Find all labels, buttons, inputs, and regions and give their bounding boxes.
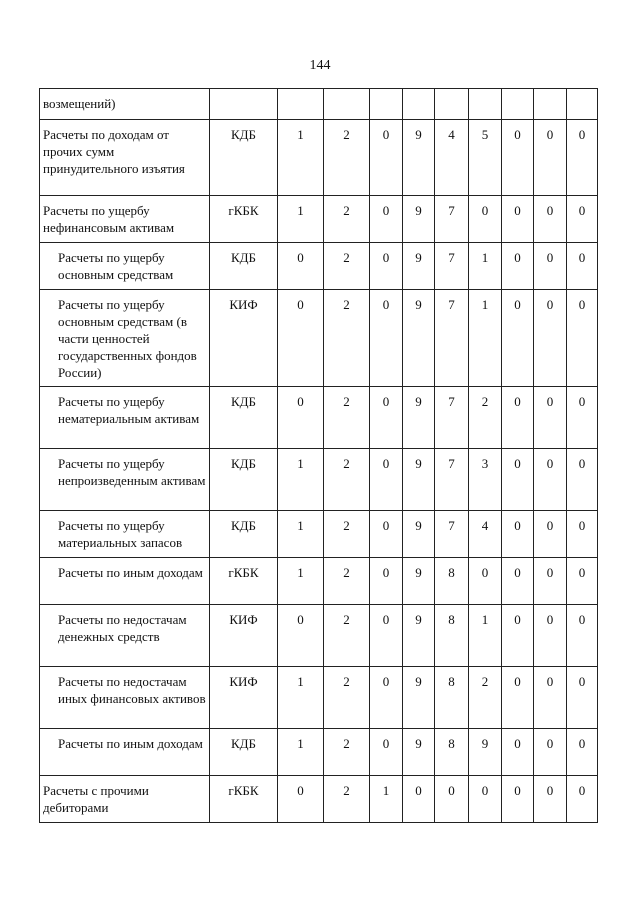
- account-digit-cell: 7: [435, 196, 469, 243]
- account-digit-cell: 0: [534, 243, 567, 290]
- table-row: [40, 558, 598, 605]
- table-row: [40, 776, 598, 823]
- account-digit-cell: 0: [370, 605, 403, 667]
- account-digit-cell: 2: [469, 667, 502, 729]
- account-digit-cell: 0: [469, 558, 502, 605]
- account-digit-cell: 0: [278, 387, 324, 449]
- account-digit-cell: 1: [278, 729, 324, 776]
- account-digit-cell: [534, 89, 567, 120]
- account-digit-cell: 1: [469, 243, 502, 290]
- account-digit-cell: 9: [403, 511, 435, 558]
- account-digit-cell: 9: [403, 290, 435, 387]
- account-digit-cell: 9: [469, 729, 502, 776]
- account-digit-cell: 0: [534, 667, 567, 729]
- account-digit-cell: 0: [567, 290, 598, 387]
- code-type-cell: КДБ: [210, 511, 278, 558]
- account-name-cell: Расчеты по ущербу непроизведенным активам: [40, 449, 210, 511]
- account-digit-cell: 8: [435, 729, 469, 776]
- account-digit-cell: 0: [567, 776, 598, 823]
- code-type-cell: КИФ: [210, 290, 278, 387]
- account-digit-cell: 9: [403, 667, 435, 729]
- account-name-cell: Расчеты по ущербу нематериальным активам: [40, 387, 210, 449]
- account-digit-cell: 9: [403, 558, 435, 605]
- account-digit-cell: 0: [370, 449, 403, 511]
- account-digit-cell: 7: [435, 290, 469, 387]
- account-digit-cell: 0: [278, 290, 324, 387]
- account-digit-cell: 0: [502, 196, 534, 243]
- account-digit-cell: [324, 89, 370, 120]
- account-digit-cell: 2: [469, 387, 502, 449]
- account-digit-cell: 9: [403, 605, 435, 667]
- account-digit-cell: 0: [534, 729, 567, 776]
- account-digit-cell: 0: [370, 196, 403, 243]
- code-type-cell: КИФ: [210, 605, 278, 667]
- account-digit-cell: [370, 89, 403, 120]
- account-digit-cell: 0: [502, 120, 534, 196]
- account-digit-cell: 0: [370, 729, 403, 776]
- account-digit-cell: 1: [278, 558, 324, 605]
- account-digit-cell: 2: [324, 387, 370, 449]
- code-type-cell: гКБК: [210, 558, 278, 605]
- account-digit-cell: 2: [324, 511, 370, 558]
- account-digit-cell: 0: [534, 558, 567, 605]
- account-digit-cell: 7: [435, 387, 469, 449]
- account-digit-cell: 2: [324, 605, 370, 667]
- account-digit-cell: 0: [278, 243, 324, 290]
- account-digit-cell: 0: [502, 387, 534, 449]
- account-digit-cell: [435, 89, 469, 120]
- account-digit-cell: 8: [435, 605, 469, 667]
- account-digit-cell: 1: [370, 776, 403, 823]
- account-digit-cell: 0: [403, 776, 435, 823]
- account-digit-cell: 0: [534, 290, 567, 387]
- code-type-cell: КДБ: [210, 387, 278, 449]
- account-name-cell: Расчеты по ущербу нефинансовым активам: [40, 196, 210, 243]
- account-digit-cell: 2: [324, 196, 370, 243]
- account-digit-cell: 0: [567, 667, 598, 729]
- account-digit-cell: 1: [278, 449, 324, 511]
- page-number: 144: [309, 58, 331, 73]
- account-digit-cell: 2: [324, 776, 370, 823]
- account-digit-cell: [502, 89, 534, 120]
- account-digit-cell: 0: [567, 511, 598, 558]
- account-digit-cell: 0: [502, 290, 534, 387]
- account-digit-cell: 0: [534, 776, 567, 823]
- account-digit-cell: 0: [567, 243, 598, 290]
- code-type-cell: КДБ: [210, 243, 278, 290]
- account-digit-cell: 0: [567, 729, 598, 776]
- accounts-table: [39, 88, 598, 823]
- account-digit-cell: 0: [370, 120, 403, 196]
- account-digit-cell: 9: [403, 387, 435, 449]
- table-row: [40, 120, 598, 196]
- account-digit-cell: 2: [324, 243, 370, 290]
- account-digit-cell: 2: [324, 120, 370, 196]
- account-digit-cell: 7: [435, 243, 469, 290]
- code-type-cell: КДБ: [210, 449, 278, 511]
- account-digit-cell: 5: [469, 120, 502, 196]
- table-row: [40, 290, 598, 387]
- account-digit-cell: 2: [324, 729, 370, 776]
- account-digit-cell: 0: [567, 558, 598, 605]
- account-digit-cell: 9: [403, 729, 435, 776]
- account-digit-cell: 0: [435, 776, 469, 823]
- account-digit-cell: 0: [502, 667, 534, 729]
- account-digit-cell: 3: [469, 449, 502, 511]
- table-row: [40, 605, 598, 667]
- account-digit-cell: 0: [370, 387, 403, 449]
- account-digit-cell: 1: [278, 667, 324, 729]
- account-digit-cell: 8: [435, 667, 469, 729]
- account-digit-cell: 2: [324, 667, 370, 729]
- account-digit-cell: 9: [403, 196, 435, 243]
- account-digit-cell: [278, 89, 324, 120]
- account-digit-cell: 9: [403, 449, 435, 511]
- account-digit-cell: 0: [567, 196, 598, 243]
- account-digit-cell: 1: [469, 290, 502, 387]
- account-digit-cell: 0: [534, 449, 567, 511]
- account-digit-cell: [567, 89, 598, 120]
- table-row: [40, 387, 598, 449]
- account-digit-cell: 9: [403, 243, 435, 290]
- account-digit-cell: 0: [534, 511, 567, 558]
- code-type-cell: КДБ: [210, 729, 278, 776]
- table-row: [40, 511, 598, 558]
- account-digit-cell: 0: [502, 729, 534, 776]
- code-type-cell: КИФ: [210, 667, 278, 729]
- account-digit-cell: 2: [324, 449, 370, 511]
- account-digit-cell: 1: [469, 605, 502, 667]
- account-digit-cell: 0: [469, 196, 502, 243]
- code-type-cell: гКБК: [210, 196, 278, 243]
- account-name-cell: Расчеты по ущербу основным средствам (в части ценностей государственных фондов России): [40, 290, 210, 387]
- account-digit-cell: 0: [567, 449, 598, 511]
- account-name-cell: Расчеты с прочими дебиторами: [40, 776, 210, 823]
- table-row: [40, 196, 598, 243]
- account-digit-cell: 0: [567, 120, 598, 196]
- account-name-cell: возмещений): [40, 89, 210, 120]
- account-digit-cell: 2: [324, 558, 370, 605]
- account-digit-cell: 0: [278, 776, 324, 823]
- account-digit-cell: 0: [567, 605, 598, 667]
- account-digit-cell: 0: [370, 243, 403, 290]
- account-name-cell: Расчеты по доходам от прочих сумм принудительного изъятия: [40, 120, 210, 196]
- code-type-cell: гКБК: [210, 776, 278, 823]
- account-digit-cell: 0: [502, 511, 534, 558]
- account-digit-cell: [403, 89, 435, 120]
- account-digit-cell: 1: [278, 120, 324, 196]
- account-name-cell: Расчеты по ущербу основным средствам: [40, 243, 210, 290]
- account-digit-cell: 0: [534, 196, 567, 243]
- account-digit-cell: 7: [435, 511, 469, 558]
- account-name-cell: Расчеты по недостачам денежных средств: [40, 605, 210, 667]
- table-row: [40, 89, 598, 120]
- account-name-cell: Расчеты по иным доходам: [40, 729, 210, 776]
- account-digit-cell: 1: [278, 196, 324, 243]
- account-digit-cell: 0: [502, 558, 534, 605]
- account-name-cell: Расчеты по недостачам иных финансовых активов: [40, 667, 210, 729]
- account-digit-cell: 4: [435, 120, 469, 196]
- table-row: [40, 449, 598, 511]
- account-digit-cell: 0: [502, 605, 534, 667]
- account-digit-cell: 0: [534, 120, 567, 196]
- account-digit-cell: 0: [534, 387, 567, 449]
- account-digit-cell: 0: [502, 243, 534, 290]
- code-type-cell: КДБ: [210, 120, 278, 196]
- account-digit-cell: 7: [435, 449, 469, 511]
- account-name-cell: Расчеты по иным доходам: [40, 558, 210, 605]
- account-digit-cell: 0: [370, 511, 403, 558]
- code-type-cell: [210, 89, 278, 120]
- table-row: [40, 667, 598, 729]
- table-row: [40, 243, 598, 290]
- account-digit-cell: 0: [469, 776, 502, 823]
- account-digit-cell: 0: [534, 605, 567, 667]
- account-digit-cell: 0: [370, 667, 403, 729]
- account-digit-cell: 8: [435, 558, 469, 605]
- account-digit-cell: 0: [502, 776, 534, 823]
- account-digit-cell: 0: [567, 387, 598, 449]
- account-digit-cell: 0: [370, 290, 403, 387]
- account-digit-cell: 4: [469, 511, 502, 558]
- account-digit-cell: 1: [278, 511, 324, 558]
- account-digit-cell: 0: [502, 449, 534, 511]
- account-digit-cell: 2: [324, 290, 370, 387]
- account-digit-cell: 0: [370, 558, 403, 605]
- table-row: [40, 729, 598, 776]
- account-digit-cell: [469, 89, 502, 120]
- account-digit-cell: 9: [403, 120, 435, 196]
- account-digit-cell: 0: [278, 605, 324, 667]
- account-name-cell: Расчеты по ущербу материальных запасов: [40, 511, 210, 558]
